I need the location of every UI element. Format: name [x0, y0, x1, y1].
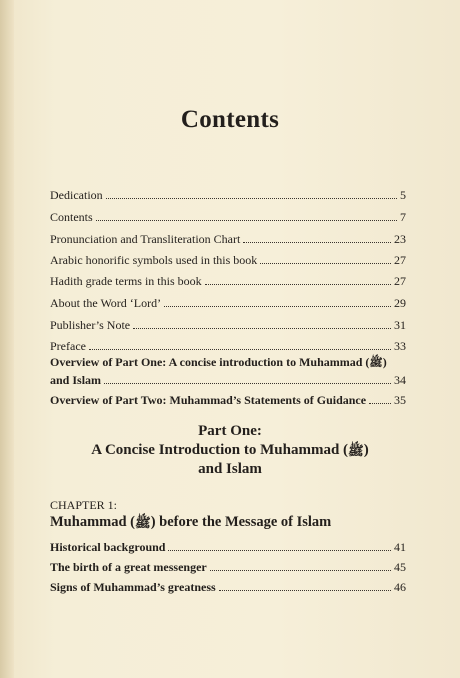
chapter-entry[interactable] [50, 536, 406, 554]
chapter-entry-label: Historical background [50, 540, 166, 554]
toc-entry-label: Preface [50, 339, 86, 353]
toc-entry-page: 31 [394, 318, 406, 332]
page-spine-shadow [0, 0, 14, 678]
chapter-entry-label: The birth of a great messenger [50, 560, 207, 574]
dot-leader [106, 198, 397, 199]
part-one-title-continued: and Islam [198, 461, 262, 477]
overview-part-two-page: 35 [394, 393, 406, 407]
toc-entry-label: Hadith grade terms in this book [50, 274, 202, 288]
page-title: Contents [180, 106, 280, 133]
dot-leader [89, 349, 391, 350]
toc-entry-label: Contents [50, 210, 93, 224]
chapter-title-end: ) before the Message of Islam [150, 514, 332, 530]
toc-entry[interactable] [50, 228, 406, 246]
dot-leader [104, 383, 391, 384]
honorific-icon: ﷺ [135, 515, 151, 531]
chapter-title [50, 514, 331, 531]
dot-leader [219, 590, 391, 591]
toc-entry-page: 33 [394, 339, 406, 353]
dot-leader [96, 220, 397, 221]
toc-entry[interactable] [50, 314, 406, 332]
toc-entry[interactable] [50, 206, 406, 224]
part-one-heading [0, 422, 460, 479]
chapter-entry-page: 45 [394, 560, 406, 574]
dot-leader [243, 242, 391, 243]
toc-entry-label: Arabic honorific symbols used in this book [50, 253, 258, 267]
dot-leader [260, 263, 391, 264]
dot-leader [210, 570, 391, 571]
chapter-entry-page: 41 [394, 540, 406, 554]
dot-leader [164, 306, 391, 307]
dot-leader [205, 284, 391, 285]
part-one-label: Part One: [198, 423, 262, 439]
toc-entry-label: Publisher’s Note [50, 318, 131, 332]
overview-part-one-line1[interactable] [50, 355, 387, 370]
toc-entry-page: 27 [394, 274, 406, 288]
toc-entry-label: About the Word ‘Lord’ [50, 296, 162, 310]
chapter-label: CHAPTER 1: [50, 498, 118, 512]
chapter-entry-page: 46 [394, 580, 406, 594]
toc-entry[interactable] [50, 292, 406, 310]
dot-leader [168, 550, 391, 551]
chapter-entry-label: Signs of Muhammad’s greatness [50, 580, 216, 594]
part-one-title: A Concise Introduction to Muhammad ( [91, 442, 349, 458]
toc-entry[interactable] [50, 249, 406, 267]
part-one-title-line [0, 441, 460, 460]
toc-entry-page: 23 [394, 232, 406, 246]
dot-leader [133, 328, 391, 329]
chapter-entry[interactable] [50, 576, 406, 594]
overview-part-one-continued: and Islam [50, 373, 102, 387]
toc-entry-page: 29 [394, 296, 406, 310]
dot-leader [369, 403, 391, 404]
chapter-entry[interactable] [50, 556, 406, 574]
honorific-icon: ﷺ [369, 356, 383, 369]
toc-entry-label: Pronunciation and Transliteration Chart [50, 232, 241, 246]
overview-part-two[interactable] [50, 389, 406, 407]
overview-part-one-line2[interactable] [50, 369, 406, 387]
toc-entry[interactable] [50, 335, 406, 353]
overview-part-two-label: Overview of Part Two: Muhammad’s Statements of Guidance [50, 393, 367, 407]
overview-part-one-page: 34 [394, 373, 406, 387]
chapter-title-start: Muhammad ( [50, 514, 135, 530]
toc-entry[interactable] [50, 270, 406, 288]
overview-part-one-text: Overview of Part One: A concise introduction to Muhammad ( [50, 355, 370, 369]
toc-entry-page: 5 [400, 188, 406, 202]
toc-entry-label: Dedication [50, 188, 103, 202]
toc-entry[interactable] [50, 184, 406, 202]
toc-entry-page: 27 [394, 253, 406, 267]
honorific-icon: ﷺ [348, 443, 364, 459]
part-one-title-close: ) [363, 442, 369, 458]
toc-entry-page: 7 [400, 210, 406, 224]
overview-part-one-close: ) [382, 355, 387, 369]
